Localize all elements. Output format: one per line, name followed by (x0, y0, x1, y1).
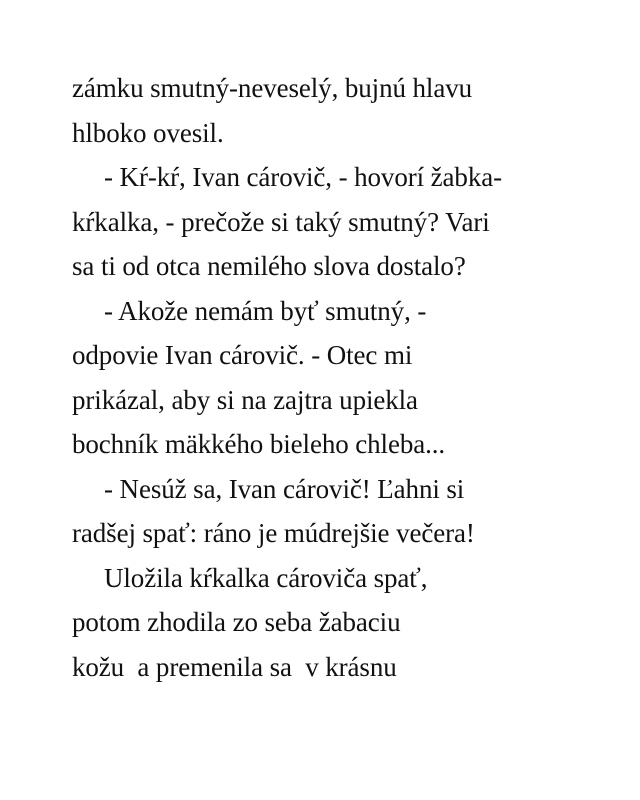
text-line: - Akože nemám byť smutný, - (104, 295, 427, 326)
text-line: sa ti od otca nemilého slova dostalo? (72, 251, 466, 281)
text-line: prikázal, aby si na zajtra upiekla (72, 384, 418, 415)
text-line: bochník mäkkého bieleho chleba... (72, 429, 446, 459)
text-line: Uložila kŕkalka cároviča spať, (104, 562, 428, 593)
text-line: - Kŕ-kŕ, Ivan cárovič, - hovorí žabka- (104, 162, 503, 192)
text-line: hlboko ovesil. (72, 117, 224, 148)
text-line: zámku smutný-neveselý, bujnú hlavu (72, 73, 473, 103)
text-line: kŕkalka, - prečože si taký smutný? Vari (72, 206, 490, 237)
text-line: radšej spať: ráno je múdrejšie večera! (72, 518, 475, 548)
text-line: kožu a premenila sa v krásnu (72, 651, 397, 682)
text-line: potom zhodila zo seba žabaciu (72, 607, 401, 637)
story-text (72, 66, 612, 689)
text-line: - Nesúž sa, Ivan cárovič! Ľahni si (104, 473, 465, 504)
text-line: odpovie Ivan cárovič. - Otec mi (72, 340, 413, 370)
